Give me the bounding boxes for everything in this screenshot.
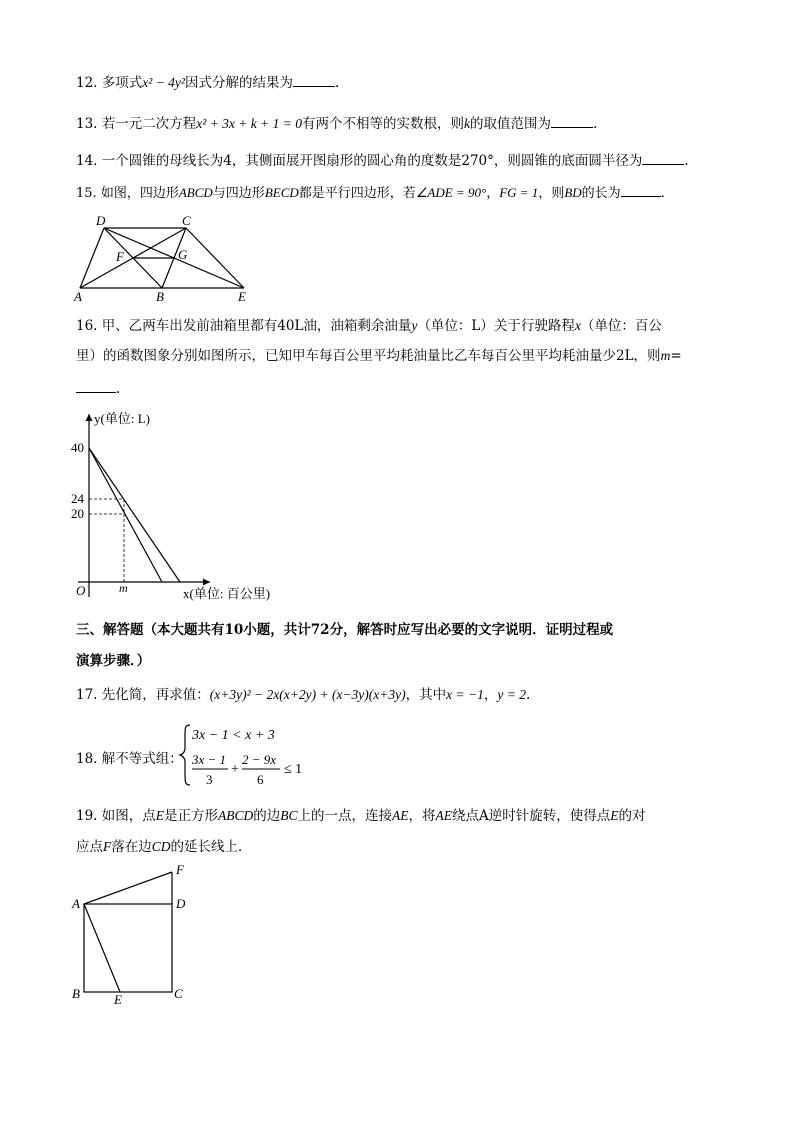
- graph-y-label: y(单位: L): [94, 411, 150, 426]
- q18-le: ≤ 1: [284, 762, 303, 777]
- q15-comma: ，: [486, 186, 500, 201]
- q15-becd: BECD: [264, 185, 299, 200]
- q16-answer-blank[interactable]: [76, 378, 116, 393]
- q15-text-e: 的长为: [581, 186, 621, 201]
- q12-text-a: 多项式: [101, 75, 143, 91]
- question-14: [76, 150, 689, 171]
- q14-answer-blank[interactable]: [642, 150, 684, 165]
- q15-number: 15.: [76, 186, 97, 201]
- tick-20: 20: [71, 506, 84, 521]
- line-car-2: [89, 448, 162, 582]
- q15-label-a: A: [74, 289, 82, 304]
- question-16-line-1: [76, 316, 662, 336]
- q14-text: 一个圆锥的母线长为4，其侧面展开图扇形的圆心角的度数是270°，则圆锥的底面圆半径为: [101, 153, 643, 169]
- q19-cd: CD: [151, 839, 171, 854]
- section-3-title-2: 演算步骤．）: [76, 653, 151, 669]
- q13-number: 13.: [76, 116, 98, 132]
- q18-inequality-system: [180, 722, 330, 788]
- q19-text-2b: 落在边: [111, 839, 152, 855]
- q15-figure: [70, 212, 260, 304]
- q13-var-k: k: [464, 116, 470, 131]
- q19-text-1f: 绕点A逆时针旋转，使得点: [452, 808, 611, 824]
- q16-x-var: x: [574, 318, 581, 333]
- question-15: [76, 182, 665, 204]
- q15-label-c: C: [182, 213, 191, 228]
- q18-plus: +: [231, 762, 239, 777]
- question-19-line-1: [76, 806, 646, 826]
- q16-line1c: （单位：百公: [580, 318, 662, 334]
- q19-number: 19.: [76, 808, 98, 824]
- question-19-line-2: [76, 837, 252, 857]
- q18-number: 18.: [76, 751, 98, 767]
- q16-graph: [66, 406, 306, 606]
- q19-text-1g: 的对: [618, 808, 646, 824]
- q17-number: 17.: [76, 687, 98, 703]
- graph-x-label: x(单位: 百公里): [183, 586, 271, 601]
- q18-frac2-den: 6: [257, 772, 264, 787]
- q19-text-2a: 应点: [76, 839, 103, 855]
- question-18: [76, 749, 183, 769]
- q18-inequality-1: 3x − 1 < x + 3: [192, 728, 275, 743]
- q18-frac2-num: 2 − 9x: [242, 752, 277, 767]
- q15-answer-blank[interactable]: [621, 182, 661, 197]
- q16-line2: 里）的函数图象分别如图所示，已知甲车每百公里平均耗油量比乙车每百公里平均耗油量少2L，则: [76, 348, 661, 364]
- q19-text-1a: 如图，点: [101, 808, 156, 824]
- q19-label-e: E: [114, 992, 122, 1007]
- q19-label-b: B: [72, 986, 80, 1001]
- q15-label-b: B: [156, 289, 164, 304]
- q13-text-c: 的取值范围为: [470, 116, 551, 132]
- q12-answer-blank[interactable]: [293, 72, 335, 87]
- question-12: [76, 72, 339, 93]
- q12-expression: x² − 4y²: [142, 75, 185, 90]
- q17-text-b: ，其中: [405, 687, 447, 703]
- q19-label-c: C: [174, 986, 183, 1001]
- question-16-line-2: [76, 346, 682, 366]
- q16-line1b: （单位：L）关于行驶路程: [417, 318, 575, 334]
- q16-line1: 甲、乙两车出发前油箱里都有40L油，油箱剩余油量: [101, 318, 412, 334]
- q19-ae: AE: [392, 808, 409, 823]
- q19-abcd: ABCD: [218, 808, 254, 823]
- section-3-title: 三、解答题（本大题共有10小题，共计72分，解答时应写出必要的文字说明．证明过程或: [76, 622, 614, 638]
- tick-40: 40: [71, 440, 84, 455]
- q13-end: .: [593, 116, 598, 132]
- q19-figure: [70, 858, 200, 1008]
- q19-text-1b: 是正方形: [164, 808, 219, 824]
- q14-number: 14.: [76, 153, 98, 169]
- q18-frac1-num: 3x − 1: [192, 752, 227, 767]
- q16-m-var: m: [660, 348, 671, 363]
- q17-y-value: y = 2: [497, 687, 526, 702]
- q13-expression: x² + 3x + k + 1 = 0: [196, 116, 302, 131]
- question-17: [76, 685, 530, 705]
- q14-end: .: [684, 153, 689, 169]
- q15-end: .: [660, 186, 665, 201]
- tick-m: m: [119, 581, 128, 595]
- q12-end: .: [334, 75, 340, 91]
- q17-text: 先化简，再求值：: [101, 687, 210, 703]
- q16-y-var: y: [411, 318, 418, 333]
- q17-expression: (x+3y)² − 2x(x+2y) + (x−3y)(x+3y): [209, 687, 406, 702]
- q15-bd: BD: [564, 185, 582, 200]
- q19-text-1d: 上的一点，连接: [297, 808, 393, 824]
- q19-bc: BC: [280, 808, 298, 823]
- q17-sep: ，: [483, 687, 498, 703]
- tick-24: 24: [71, 491, 84, 506]
- q12-number: 12.: [76, 75, 98, 91]
- q17-x-value: x = −1: [446, 687, 484, 702]
- q19-label-f: F: [176, 862, 184, 877]
- q15-abcd: ABCD: [178, 185, 213, 200]
- q19-text-1c: 的边: [253, 808, 281, 824]
- q15-label-f: F: [116, 249, 124, 264]
- q15-text-d: ，则: [538, 186, 565, 201]
- q13-text-a: 若一元二次方程: [101, 116, 197, 132]
- q19-var-e-2: E: [610, 808, 619, 823]
- q17-end: .: [525, 687, 531, 703]
- q16-eq: =: [670, 348, 682, 364]
- origin-label: O: [76, 583, 86, 598]
- q15-label-e: E: [238, 289, 246, 304]
- q15-angle: ∠ADE = 90°: [415, 185, 487, 200]
- q19-label-a: A: [72, 896, 80, 911]
- q13-answer-blank[interactable]: [551, 113, 593, 128]
- q16-number: 16.: [76, 318, 98, 334]
- q18-text: 解不等式组：: [101, 751, 183, 767]
- q15-label-d: D: [96, 213, 106, 228]
- q13-text-b: 有两个不相等的实数根，则: [302, 116, 464, 132]
- line-car-1: [89, 448, 180, 582]
- q18-frac1-den: 3: [206, 772, 213, 787]
- q19-var-f: F: [103, 839, 112, 854]
- q19-text-2c: 的延长线上．: [170, 839, 252, 855]
- q19-var-e: E: [155, 808, 165, 823]
- q15-text-a: 如图，四边形: [100, 186, 179, 201]
- q15-text-b: 与四边形: [212, 186, 265, 201]
- question-13: [76, 113, 597, 134]
- q15-fg: FG = 1: [499, 185, 539, 200]
- q19-text-1e: ，将: [408, 808, 436, 824]
- q15-text-c: 都是平行四边形，若: [298, 186, 416, 201]
- q15-label-g: G: [178, 247, 188, 262]
- q16-end: .: [116, 381, 121, 397]
- q19-label-d: D: [176, 896, 186, 911]
- question-16-line-3: [76, 378, 120, 399]
- q12-text-b: 因式分解的结果为: [184, 75, 293, 91]
- brace-icon: [180, 725, 190, 785]
- q19-ae-2: AE: [435, 808, 453, 823]
